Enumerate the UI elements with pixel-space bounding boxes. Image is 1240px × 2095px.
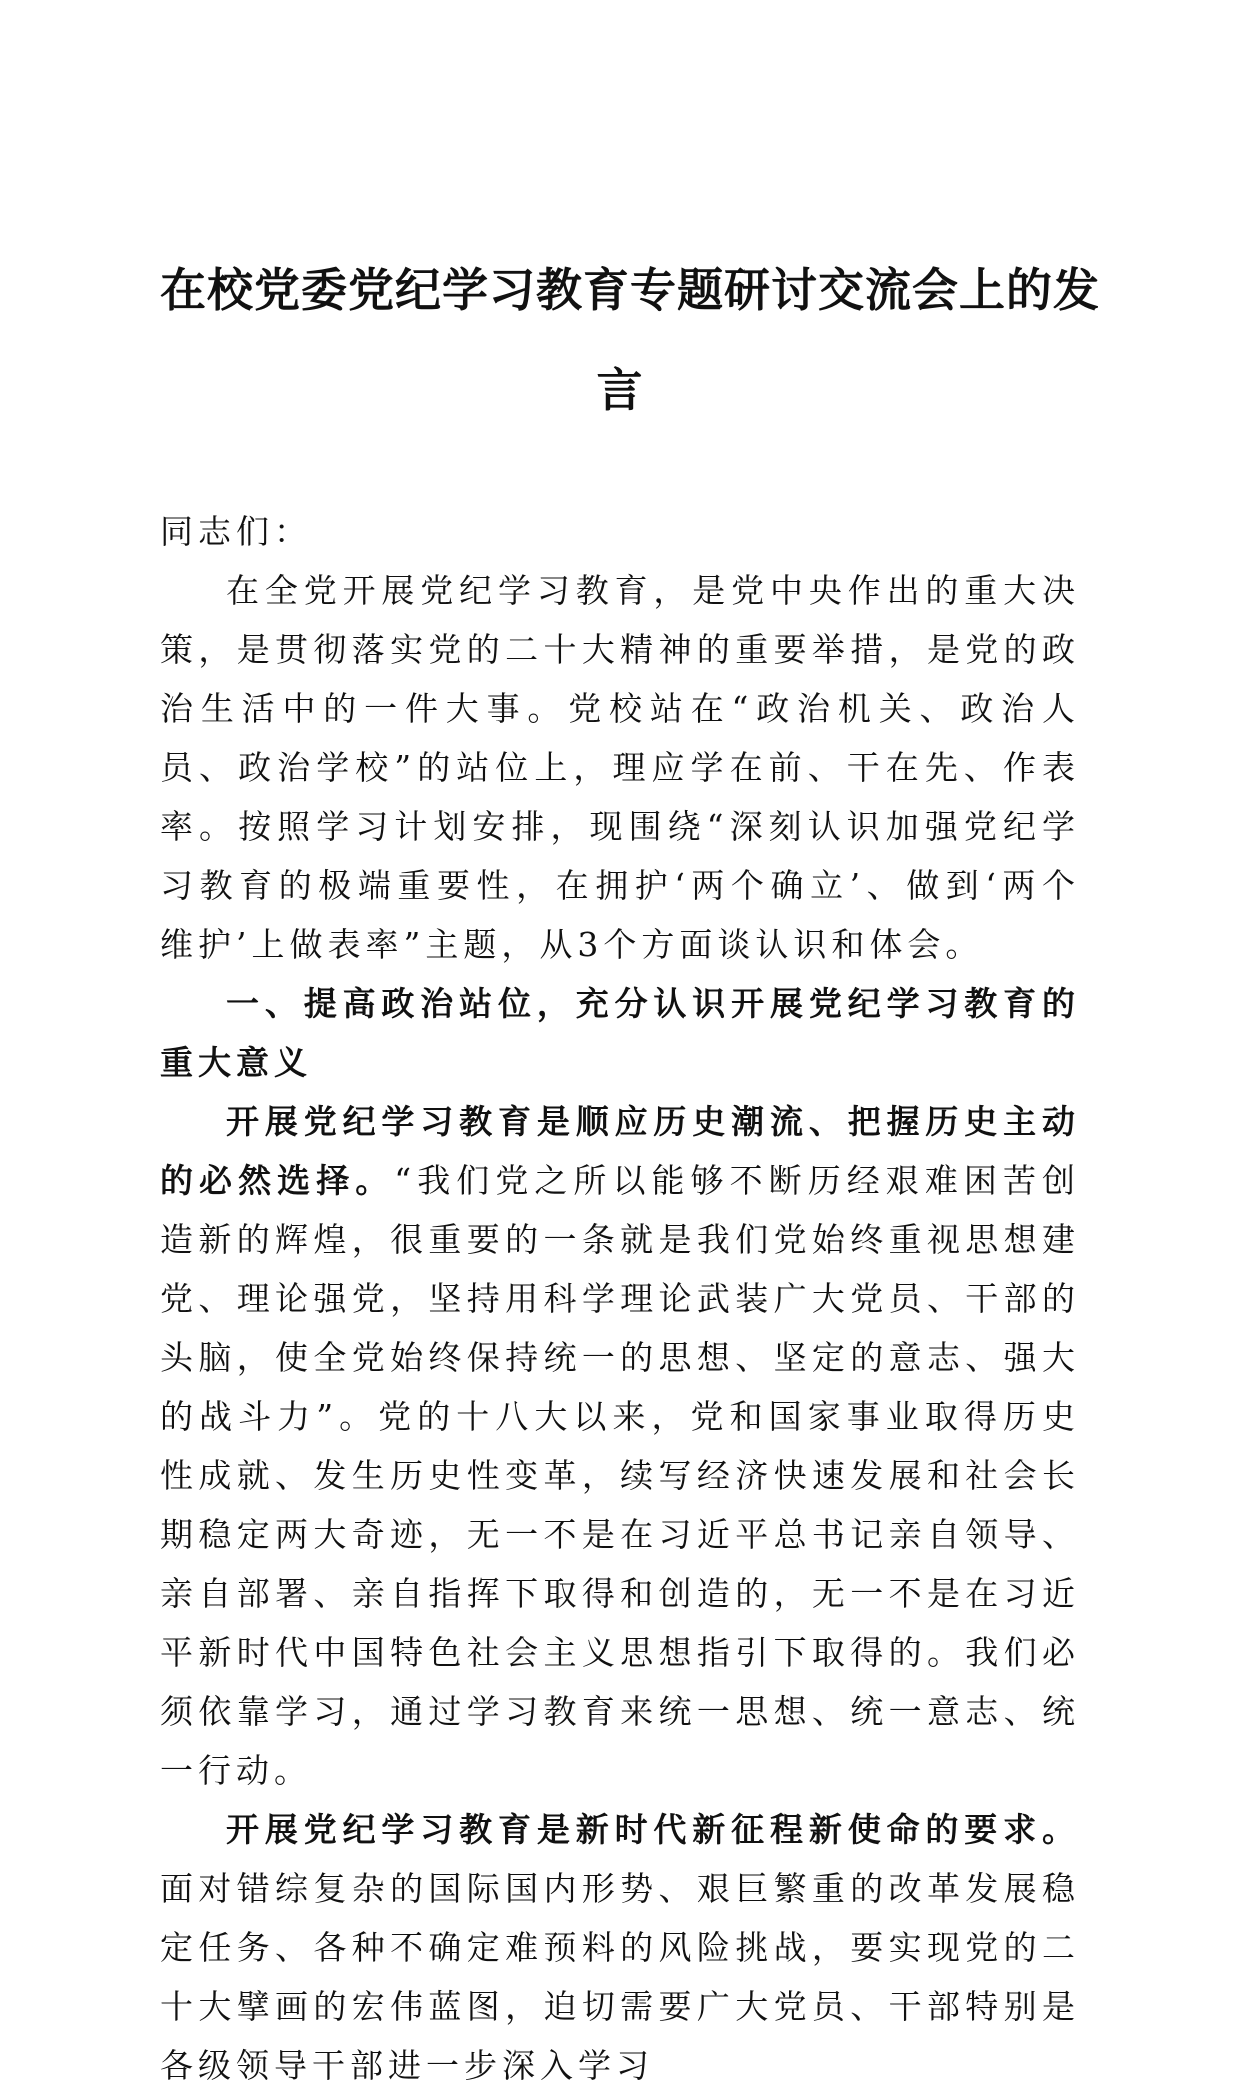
paragraph-1-body: “我们党之所以能够不断历经艰难困苦创造新的辉煌，很重要的一条就是我们党始终重视思想建党、理论强党，坚持用科学理论武装广大党员、干部的头脑，使全党始终保持统一的思想、坚定的意志、强大的战斗力”。党的十八大以来，党和国家事业取得历史性成就、发生历史性变革，续写经济快速发展和社会长期稳定两大奇迹，无一不是在习近平总书记亲自领导、亲自部署、亲自指挥下取得和创造的，无一不是在习近平新时代中国特色社会主义思想指引下取得的。我们必须依靠学习，通过学习教育来统一思想、统一意志、统一行动。 (160, 1161, 1080, 1790)
paragraph-1-lead: 开展党纪学习教育是顺应历史潮流、把握历史主动的必然选择。 (160, 1102, 1080, 1200)
document-body (160, 502, 1080, 2095)
paragraph-1 (160, 1092, 1080, 1800)
document-page (160, 240, 1100, 2095)
title-line-2: 言 (596, 363, 644, 417)
salutation: 同志们： (160, 512, 312, 551)
paragraph-2-body: 面对错综复杂的国际国内形势、艰巨繁重的改革发展稳定任务、各种不确定难预料的风险挑战，要实现党的二十大擘画的宏伟蓝图，迫切需要广大党员、干部特别是各级领导干部进一步深入学习 (160, 1869, 1080, 2085)
document-title (160, 240, 1100, 440)
title-line-1: 在校党委党纪学习教育专题研讨交流会上的发 (160, 263, 1100, 317)
paragraph-2 (160, 1800, 1080, 2095)
paragraph-2-lead: 开展党纪学习教育是新时代新征程新使命的要求。 (226, 1810, 1080, 1849)
intro-paragraph: 在全党开展党纪学习教育，是党中央作出的重大决策，是贯彻落实党的二十大精神的重要举措，是党的政治生活中的一件大事。党校站在“政治机关、政治人员、政治学校”的站位上，理应学在前、干在先、作表率。按照学习计划安排，现围绕“深刻认识加强党纪学习教育的极端重要性，在拥护‘两个确立’、做到‘两个维护’上做表率”主题，从3个方面谈认识和体会。 (160, 571, 1080, 964)
section-heading-1: 一、提高政治站位，充分认识开展党纪学习教育的重大意义 (160, 984, 1080, 1082)
